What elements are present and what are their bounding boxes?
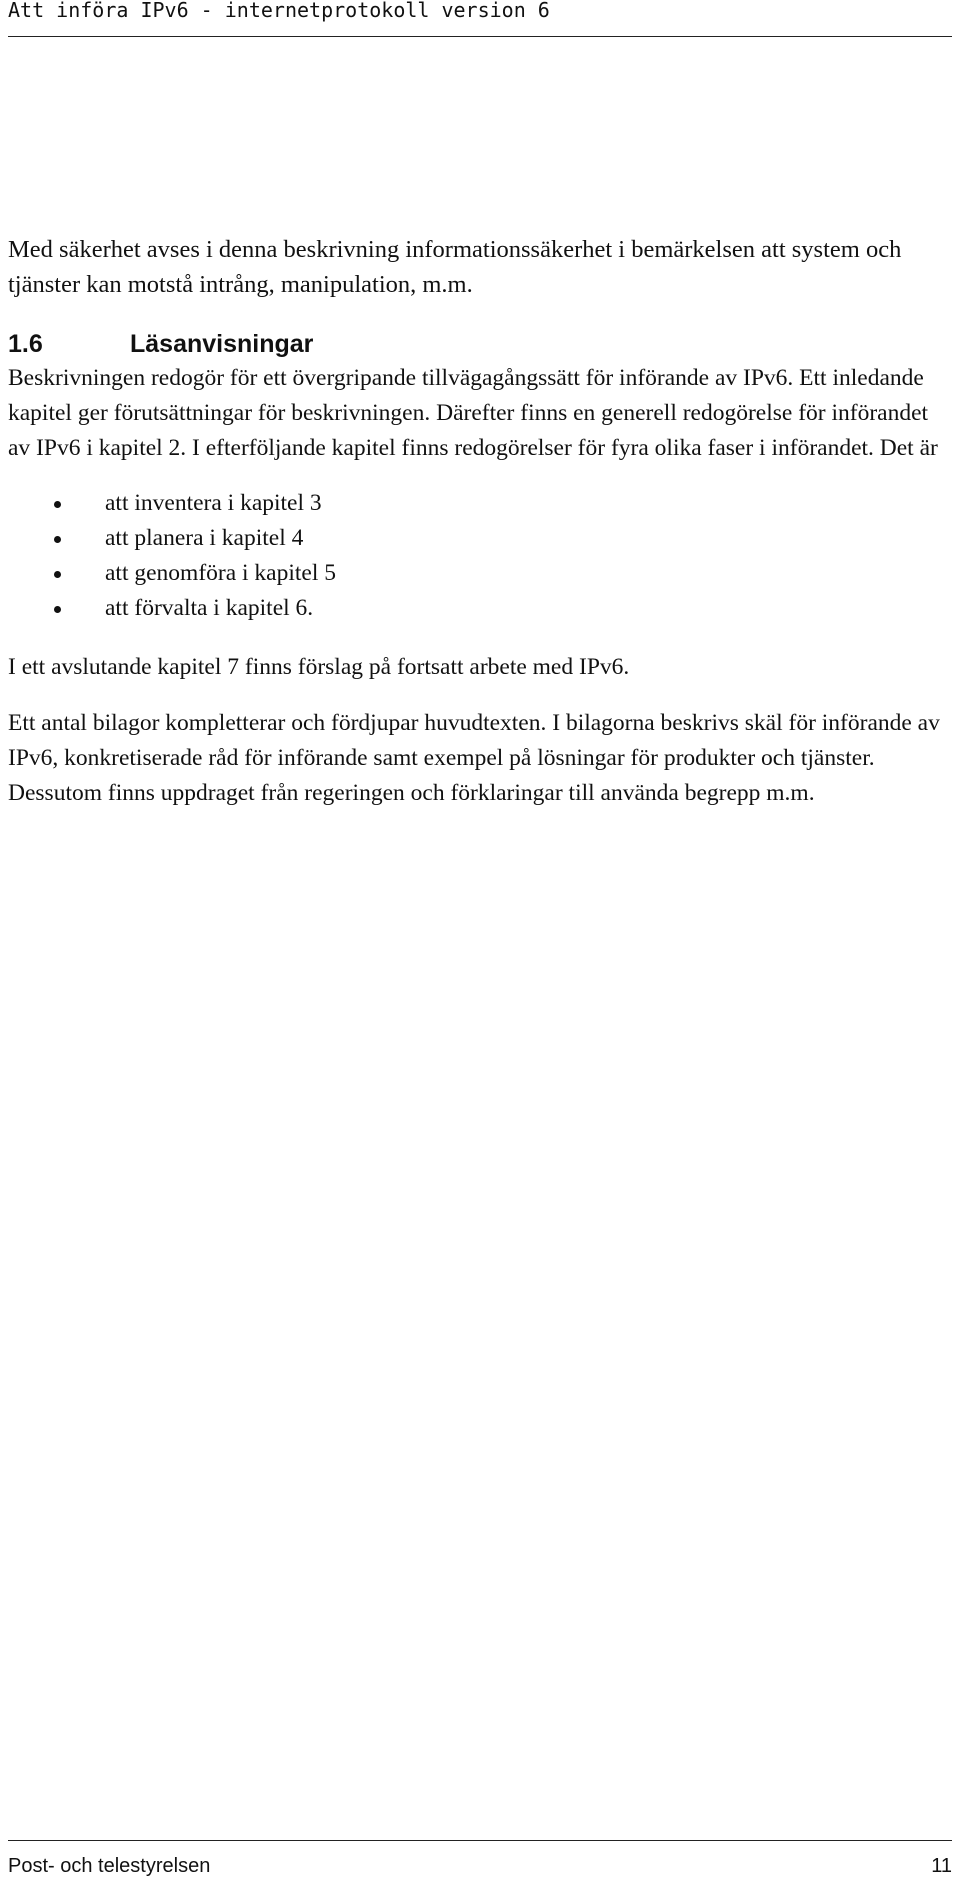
running-footer [8, 1840, 952, 1877]
list-item [8, 521, 954, 556]
bullet-icon [54, 606, 61, 613]
list-item-text: att förvalta i kapitel 6. [105, 595, 314, 621]
section-number: 1.6 [8, 330, 43, 358]
section-title: Läsanvisningar [130, 330, 314, 358]
list-item [8, 591, 954, 626]
list-item [8, 556, 954, 591]
list-item-text: att genomföra i kapitel 5 [105, 560, 337, 586]
bullet-icon [54, 571, 61, 578]
page-number: 11 [931, 1855, 952, 1877]
running-header [8, 0, 952, 37]
list-item-text: att planera i kapitel 4 [105, 525, 304, 551]
section-heading [8, 327, 954, 361]
list-item [8, 486, 954, 521]
section-paragraph-2: I ett avslutande kapitel 7 finns förslag på fortsatt arbete med IPv6. [8, 654, 630, 680]
footer-organization: Post- och telestyrelsen [8, 1855, 211, 1877]
phase-list [8, 486, 954, 626]
section-paragraph-1: Beskrivningen redogör för ett övergripande tillvägagångssätt för införande av IPv6. Ett inledande kapitel ger förutsättningar för beskrivningen. Därefter finns en generell redogörelse för införandet av IPv6 i kapitel 2. I efterföljande kapitel finns redogörelser för fyra olika faser i införandet. Det är [8, 365, 938, 461]
intro-paragraph: Med säkerhet avses i denna beskrivning informationssäkerhet i bemärkelsen att system och tjänster kan motstå intrång, manipulation, m.m. [8, 236, 902, 298]
list-item-text: att inventera i kapitel 3 [105, 490, 322, 516]
document-title: Att införa IPv6 - internetprotokoll version 6 [8, 0, 550, 22]
bullet-icon [54, 501, 61, 508]
bullet-icon [54, 536, 61, 543]
page-content [8, 232, 954, 811]
section-paragraph-3: Ett antal bilagor kompletterar och fördjupar huvudtexten. I bilagorna beskrivs skäl för införande av IPv6, konkretiserade råd för införande samt exempel på lösningar för produkter och tjänster. Dessutom finns uppdraget från regeringen och förklaringar till använda begrepp m.m. [8, 710, 940, 806]
